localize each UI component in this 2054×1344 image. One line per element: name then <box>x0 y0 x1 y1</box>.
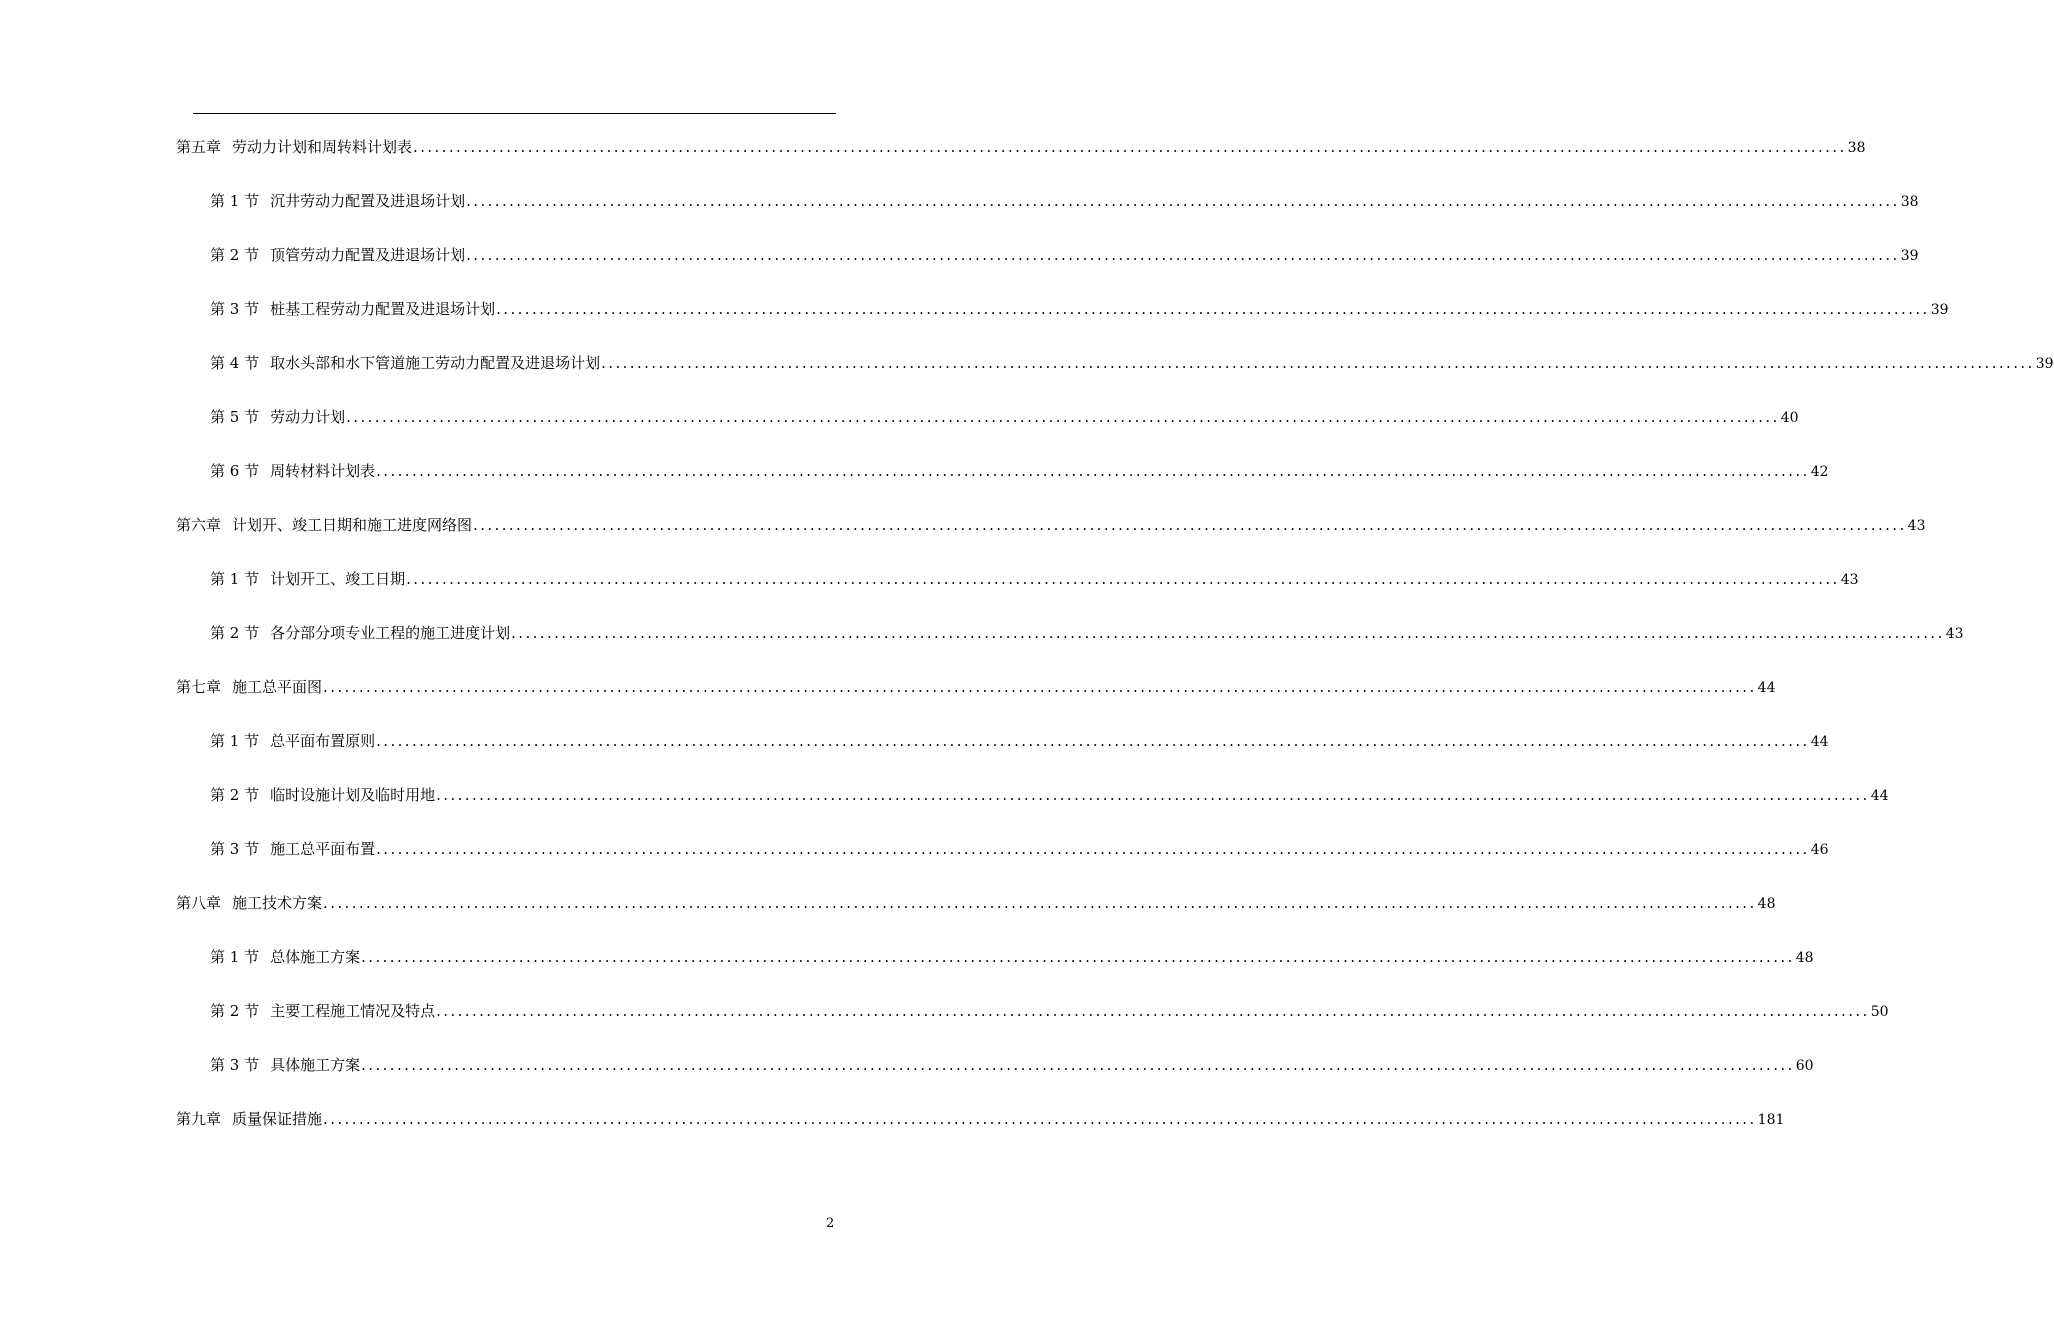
toc-dot-leader: ........................................................................................................................................................................................................ <box>376 840 1810 858</box>
toc-entry-page: 48 <box>1795 950 1814 966</box>
toc-entry-page: 181 <box>1757 1112 1785 1128</box>
toc-section-entry[interactable] <box>210 731 1829 752</box>
toc-entry-number: 第 1 节 <box>210 948 260 966</box>
toc-entry-number: 第 2 节 <box>210 624 260 642</box>
toc-section-entry[interactable] <box>210 947 1814 968</box>
toc-entry-number: 第九章 <box>176 1110 222 1128</box>
toc-chapter-entry[interactable] <box>176 137 1866 158</box>
toc-dot-leader: ........................................................................................................................................................................................................ <box>361 948 1795 966</box>
toc-entry-page: 38 <box>1900 194 1919 210</box>
toc-dot-leader: ........................................................................................................................................................................................................ <box>361 1056 1795 1074</box>
toc-entry-page: 43 <box>1945 626 1964 642</box>
toc-entry-title: 施工总平面布置 <box>270 840 376 858</box>
toc-dot-leader: ........................................................................................................................................................................................................ <box>436 1002 1870 1020</box>
toc-section-entry[interactable] <box>210 299 1949 320</box>
toc-section-entry[interactable] <box>210 839 1829 860</box>
toc-chapter-entry[interactable] <box>176 1109 1785 1130</box>
toc-entry-title: 计划开工、竣工日期 <box>270 570 406 588</box>
toc-entry-title: 顶管劳动力配置及进退场计划 <box>270 246 466 264</box>
toc-entry-title: 总体施工方案 <box>270 948 361 966</box>
toc-entry-title: 计划开、竣工日期和施工进度网络图 <box>232 516 473 534</box>
toc-dot-leader: ........................................................................................................................................................................................................ <box>376 462 1810 480</box>
toc-entry-page: 44 <box>1757 680 1776 696</box>
toc-entry-number: 第 1 节 <box>210 570 260 588</box>
toc-entry-title: 施工总平面图 <box>232 678 323 696</box>
toc-entry-page: 43 <box>1840 572 1859 588</box>
toc-entry-page: 42 <box>1810 464 1829 480</box>
toc-dot-leader: ........................................................................................................................................................................................................ <box>466 192 1900 210</box>
toc-entry-title: 总平面布置原则 <box>270 732 376 750</box>
toc-dot-leader: ........................................................................................................................................................................................................ <box>323 894 1757 912</box>
toc-entry-page: 39 <box>1930 302 1949 318</box>
toc-entry-page: 40 <box>1780 410 1799 426</box>
toc-dot-leader: ........................................................................................................................................................................................................ <box>376 732 1810 750</box>
toc-entry-title: 周转材料计划表 <box>270 462 376 480</box>
toc-entry-number: 第 3 节 <box>210 1056 260 1074</box>
toc-section-entry[interactable] <box>210 785 1889 806</box>
toc-entry-page: 48 <box>1757 896 1776 912</box>
toc-entry-title: 具体施工方案 <box>270 1056 361 1074</box>
toc-entry-number: 第五章 <box>176 138 222 156</box>
toc-section-entry[interactable] <box>210 569 1859 590</box>
toc-section-entry[interactable] <box>210 353 2054 374</box>
toc-entry-number: 第 1 节 <box>210 732 260 750</box>
toc-entry-title: 桩基工程劳动力配置及进退场计划 <box>270 300 496 318</box>
toc-entry-title: 取水头部和水下管道施工劳动力配置及进退场计划 <box>270 354 601 372</box>
toc-dot-leader: ........................................................................................................................................................................................................ <box>466 246 1900 264</box>
toc-entry-page: 46 <box>1810 842 1829 858</box>
toc-entry-title: 各分部分项专业工程的施工进度计划 <box>270 624 511 642</box>
toc-entry-page: 44 <box>1810 734 1829 750</box>
toc-entry-number: 第 2 节 <box>210 1002 260 1020</box>
toc-dot-leader: ........................................................................................................................................................................................................ <box>473 516 1907 534</box>
toc-dot-leader: ........................................................................................................................................................................................................ <box>413 138 1847 156</box>
toc-entry-page: 50 <box>1870 1004 1889 1020</box>
toc-dot-leader: ........................................................................................................................................................................................................ <box>496 300 1930 318</box>
toc-chapter-entry[interactable] <box>176 515 1926 536</box>
toc-section-entry[interactable] <box>210 191 1919 212</box>
toc-entry-number: 第 1 节 <box>210 192 260 210</box>
toc-dot-leader: ........................................................................................................................................................................................................ <box>323 678 1757 696</box>
toc-entry-number: 第 2 节 <box>210 246 260 264</box>
toc-entry-page: 60 <box>1795 1058 1814 1074</box>
toc-dot-leader: ........................................................................................................................................................................................................ <box>346 408 1780 426</box>
toc-dot-leader: ........................................................................................................................................................................................................ <box>406 570 1840 588</box>
page-number: 2 <box>826 1216 835 1231</box>
toc-chapter-entry[interactable] <box>176 893 1776 914</box>
toc-entry-number: 第 3 节 <box>210 840 260 858</box>
toc-section-entry[interactable] <box>210 1055 1814 1076</box>
toc-entry-page: 39 <box>2035 356 2054 372</box>
toc-entry-number: 第 4 节 <box>210 354 260 372</box>
toc-entry-number: 第 5 节 <box>210 408 260 426</box>
toc-dot-leader: ........................................................................................................................................................................................................ <box>323 1110 1757 1128</box>
toc-section-entry[interactable] <box>210 1001 1889 1022</box>
toc-entry-number: 第七章 <box>176 678 222 696</box>
toc-section-entry[interactable] <box>210 461 1829 482</box>
toc-entry-page: 39 <box>1900 248 1919 264</box>
toc-entry-page: 43 <box>1907 518 1926 534</box>
toc-entry-page: 38 <box>1847 140 1866 156</box>
toc-dot-leader: ........................................................................................................................................................................................................ <box>601 354 2035 372</box>
toc-entry-title: 主要工程施工情况及特点 <box>270 1002 436 1020</box>
toc-entry-title: 劳动力计划和周转料计划表 <box>232 138 413 156</box>
toc-entry-title: 劳动力计划 <box>270 408 346 426</box>
toc-dot-leader: ........................................................................................................................................................................................................ <box>436 786 1870 804</box>
toc-section-entry[interactable] <box>210 245 1919 266</box>
toc-chapter-entry[interactable] <box>176 677 1776 698</box>
toc-entry-number: 第 2 节 <box>210 786 260 804</box>
toc-section-entry[interactable] <box>210 407 1799 428</box>
toc-dot-leader: ........................................................................................................................................................................................................ <box>511 624 1945 642</box>
toc-entry-title: 沉井劳动力配置及进退场计划 <box>270 192 466 210</box>
toc-entry-title: 质量保证措施 <box>232 1110 323 1128</box>
toc-entry-title: 临时设施计划及临时用地 <box>270 786 436 804</box>
toc-entry-title: 施工技术方案 <box>232 894 323 912</box>
toc-entry-number: 第 6 节 <box>210 462 260 480</box>
toc-entry-number: 第 3 节 <box>210 300 260 318</box>
toc-section-entry[interactable] <box>210 623 1964 644</box>
toc-entry-number: 第六章 <box>176 516 222 534</box>
toc-entry-page: 44 <box>1870 788 1889 804</box>
toc-entry-number: 第八章 <box>176 894 222 912</box>
